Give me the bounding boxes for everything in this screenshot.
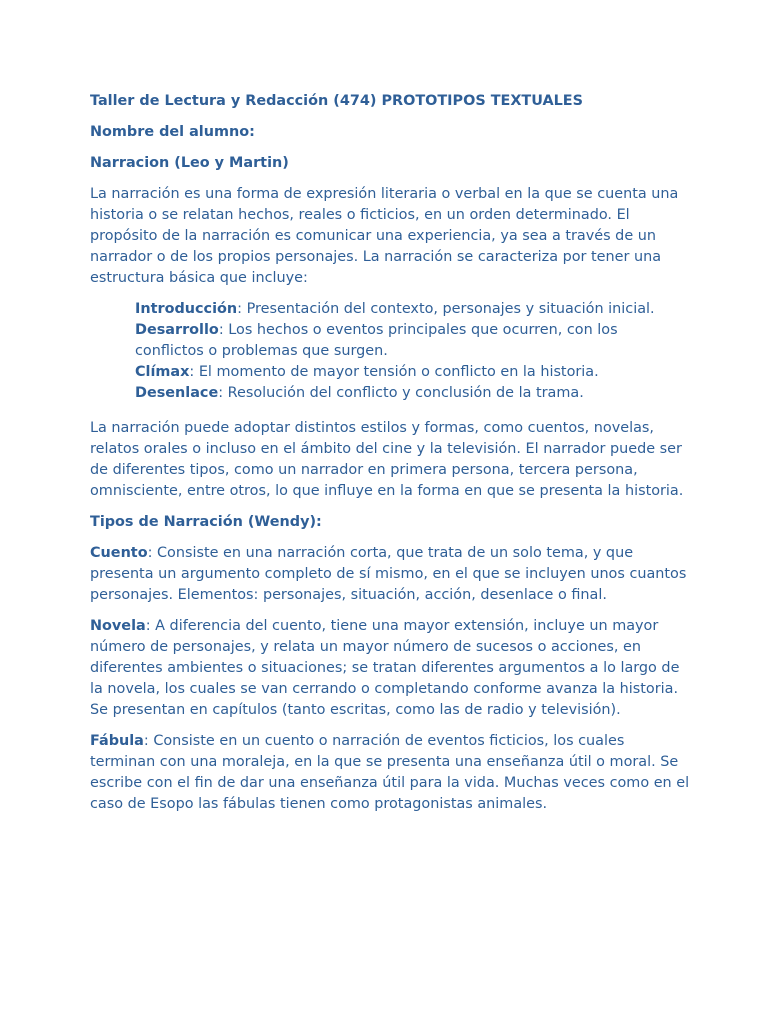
type-term: Cuento: [90, 545, 148, 561]
narracion-intro-paragraph: La narración es una forma de expresión literaria o verbal en la que se cuenta una historia o se relatan hechos, reales o ficticios, en un orden determinado. El propósito de la narración es comunicar una experiencia, ya sea a través de un narrador o de los propios personajes. La narración se caracteriza por tener una estructura básica que incluye:: [90, 186, 679, 286]
section-heading-narracion: Narracion (Leo y Martin): [90, 155, 289, 171]
structure-term: Clímax: [135, 364, 190, 380]
structure-item-desenlace: [135, 383, 690, 404]
type-paragraph-cuento: [90, 543, 690, 606]
document-body: [90, 91, 690, 825]
type-text: : Consiste en una narración corta, que trata de un solo tema, y que presenta un argumento completo de sí mismo, en el que se incluyen unos cuantos personajes. Elementos: personajes, situación, acción, desenlace o final.: [90, 545, 687, 603]
type-term: Fábula: [90, 733, 144, 749]
student-name-label: Nombre del alumno:: [90, 124, 255, 140]
structure-text: : Resolución del conflicto y conclusión de la trama.: [218, 385, 584, 401]
structure-list: [90, 299, 690, 404]
type-paragraph-novela: [90, 616, 690, 721]
structure-text: : Los hechos o eventos principales que ocurren, con los conflictos o problemas que surgen.: [135, 322, 618, 359]
structure-term: Desarrollo: [135, 322, 219, 338]
type-term: Novela: [90, 618, 146, 634]
structure-term: Introducción: [135, 301, 238, 317]
narracion-closing-paragraph: La narración puede adoptar distintos estilos y formas, como cuentos, novelas, relatos orales o incluso en el ámbito del cine y la televisión. El narrador puede ser de diferentes tipos, como un narrador en primera persona, tercera persona, omnisciente, entre otros, lo que influye en la forma en que se presenta la historia.: [90, 420, 684, 499]
structure-term: Desenlace: [135, 385, 219, 401]
structure-text: : El momento de mayor tensión o conflicto en la historia.: [189, 364, 599, 380]
type-text: : Consiste en un cuento o narración de eventos ficticios, los cuales terminan con una moraleja, en la que se presenta una enseñanza útil o moral. Se escribe con el fin de dar una enseñanza útil para la vida. Muchas veces como en el caso de Esopo las fábulas tienen como protagonistas animales.: [90, 733, 690, 812]
structure-item-introduccion: [135, 299, 690, 320]
structure-text: : Presentación del contexto, personajes y situación inicial.: [237, 301, 655, 317]
section-heading-tipos: Tipos de Narración (Wendy):: [90, 514, 322, 530]
document-title: Taller de Lectura y Redacción (474) PROTOTIPOS TEXTUALES: [90, 93, 583, 109]
type-paragraph-fabula: [90, 731, 690, 815]
structure-item-desarrollo: [135, 320, 690, 362]
structure-item-climax: [135, 362, 690, 383]
type-text: : A diferencia del cuento, tiene una mayor extensión, incluye un mayor número de personajes, y relata un mayor número de sucesos o acciones, en diferentes ambientes o situaciones; se tratan diferentes argumentos a lo largo de la novela, los cuales se van cerrando o completando conforme avanza la historia. Se presentan en capítulos (tanto escritas, como las de radio y televisión).: [90, 618, 680, 718]
